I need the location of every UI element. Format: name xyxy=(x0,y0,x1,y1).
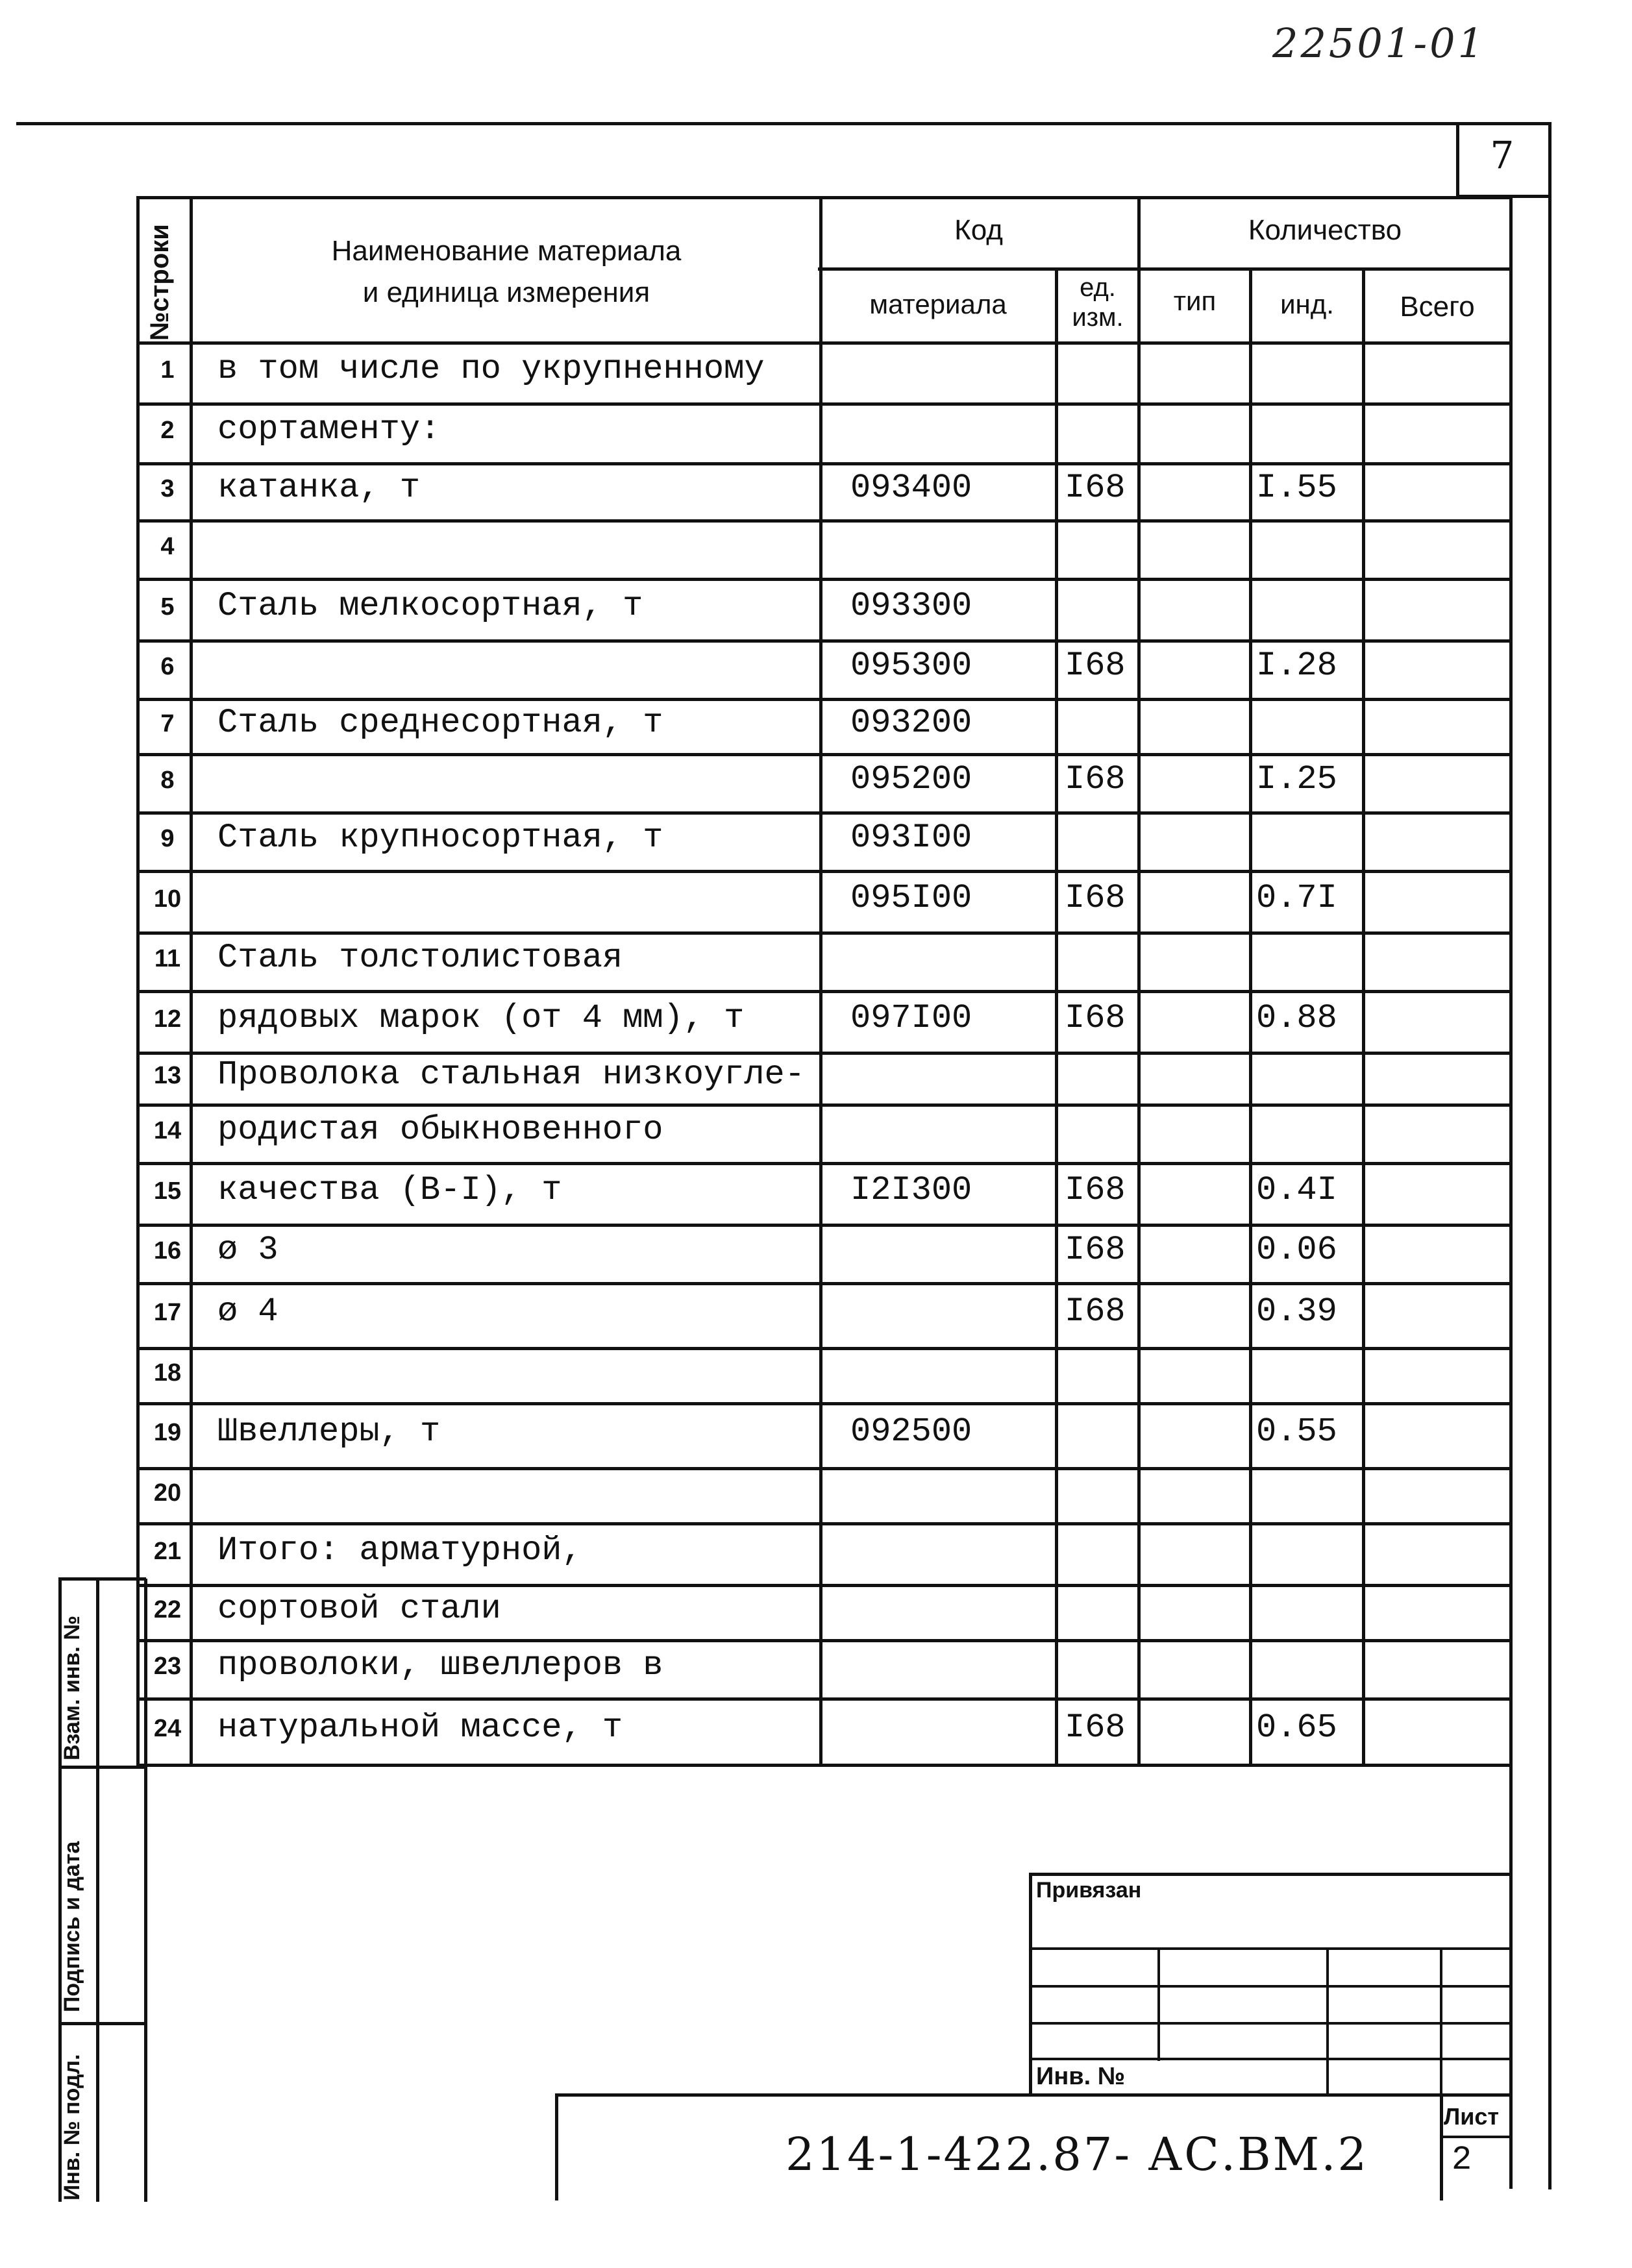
row-material-code: 093400 xyxy=(850,469,972,507)
document-code: 214-1-422.87- АС.ВМ.2 xyxy=(785,2128,1369,2181)
row-separator xyxy=(136,870,1513,873)
row-qty-ind: 0.55 xyxy=(1256,1412,1337,1451)
row-separator xyxy=(136,811,1513,815)
row-separator xyxy=(136,1584,1513,1587)
row-material-name: рядовых марок (от 4 мм), т xyxy=(217,998,745,1037)
row-material-name: ø 4 xyxy=(217,1292,278,1331)
row-number: 14 xyxy=(153,1117,182,1144)
row-unit: I68 xyxy=(1065,1292,1126,1331)
inv-no-label: Инв. № xyxy=(1036,2063,1126,2090)
row-number: 1 xyxy=(160,356,175,384)
row-material-name: Сталь толстолистовая xyxy=(217,939,623,977)
top-frame-line xyxy=(16,122,1552,125)
row-number: 18 xyxy=(153,1359,182,1387)
header-material-name: Наименование материала и единица измерения xyxy=(331,235,682,308)
row-number: 24 xyxy=(153,1715,182,1742)
row-qty-ind: 0.65 xyxy=(1256,1708,1337,1747)
row-separator xyxy=(136,519,1513,523)
row-number: 11 xyxy=(154,945,181,972)
row-material-name: качества (В-I), т xyxy=(217,1170,562,1209)
row-number: 3 xyxy=(160,475,175,502)
row-number: 22 xyxy=(153,1596,182,1623)
row-material-name: катанка, т xyxy=(217,469,421,507)
row-qty-ind: 0.7I xyxy=(1256,878,1337,917)
header-type: тип xyxy=(1173,286,1217,316)
row-material-name: Сталь мелкосортная, т xyxy=(217,586,643,625)
sheet-label: Лист xyxy=(1444,2103,1500,2130)
row-qty-ind: 0.06 xyxy=(1256,1231,1337,1269)
row-number: 15 xyxy=(153,1177,182,1205)
row-separator xyxy=(136,1467,1513,1470)
row-unit: I68 xyxy=(1065,1170,1126,1209)
row-material-name: в том числе по укрупненному xyxy=(217,350,765,388)
row-separator xyxy=(136,1224,1513,1227)
stamp-sign-date: Подпись и дата xyxy=(60,1841,84,2012)
row-unit: I68 xyxy=(1065,878,1126,917)
row-material-code: 095I00 xyxy=(850,878,972,917)
right-frame-line xyxy=(1548,122,1552,2189)
sheet-box-left xyxy=(1440,2093,1443,2200)
sheet-number: 2 xyxy=(1452,2141,1472,2179)
row-separator xyxy=(136,753,1513,756)
row-separator xyxy=(136,1282,1513,1285)
row-separator xyxy=(136,698,1513,701)
stamp-right-line xyxy=(144,1579,147,2202)
row-separator xyxy=(136,1162,1513,1165)
row-unit: I68 xyxy=(1065,647,1126,685)
row-number: 9 xyxy=(160,825,175,852)
top-document-code: 22501-01 xyxy=(1272,19,1487,67)
stamp-top-line xyxy=(58,1577,146,1581)
title-left xyxy=(555,2093,558,2200)
row-material-code: 092500 xyxy=(850,1412,972,1451)
row-number: 16 xyxy=(153,1237,182,1264)
row-material-name: натуральной массе, т xyxy=(217,1708,623,1747)
header-total: Всего xyxy=(1400,291,1475,323)
privyazan-col-3 xyxy=(1440,1947,1442,2097)
privyazan-col-2 xyxy=(1326,1947,1329,2097)
col-ind-right xyxy=(1362,267,1365,1767)
row-separator xyxy=(136,1522,1513,1525)
page-number: 7 xyxy=(1490,133,1515,177)
header-qty: Количество xyxy=(1248,214,1402,246)
row-material-name: ø 3 xyxy=(217,1231,278,1269)
table-right-border xyxy=(1509,196,1513,2189)
header-row-number: №строки xyxy=(145,224,174,341)
header-unit: ед. изм. xyxy=(1072,273,1124,332)
row-material-name: проволоки, швеллеров в xyxy=(217,1646,663,1684)
row-unit: I68 xyxy=(1065,469,1126,507)
row-separator xyxy=(136,1639,1513,1642)
privyazan-top xyxy=(1029,1873,1513,1876)
privyazan-label: Привязан xyxy=(1036,1878,1142,1903)
table-left-border xyxy=(136,196,140,1767)
row-material-name: Проволока стальная низкоугле- xyxy=(217,1055,805,1094)
row-unit: I68 xyxy=(1065,1231,1126,1269)
row-separator xyxy=(136,639,1513,643)
col-type-right xyxy=(1249,267,1252,1767)
row-material-code: I2I300 xyxy=(850,1170,972,1209)
header-mid-line xyxy=(818,267,1513,271)
title-top xyxy=(555,2093,1513,2097)
row-separator xyxy=(136,462,1513,465)
row-unit: I68 xyxy=(1065,998,1126,1037)
stamp-inv-no-podl: Инв. № подл. xyxy=(60,2054,84,2200)
privyazan-col-1 xyxy=(1157,1947,1160,2061)
row-number: 7 xyxy=(160,709,175,737)
row-qty-ind: 0.88 xyxy=(1256,998,1337,1037)
row-qty-ind: 0.39 xyxy=(1256,1292,1337,1331)
row-material-name: Сталь крупносортная, т xyxy=(217,819,663,857)
row-separator xyxy=(136,402,1513,406)
row-material-code: 095200 xyxy=(850,760,972,798)
row-number: 4 xyxy=(160,533,175,560)
sheet-box-mid xyxy=(1440,2136,1513,2138)
row-number: 21 xyxy=(153,1537,182,1565)
row-number: 2 xyxy=(160,417,175,444)
row-separator xyxy=(136,1103,1513,1107)
row-number: 6 xyxy=(160,653,175,680)
header-material-code: материала xyxy=(869,289,1007,319)
row-material-name: Итого: арматурной, xyxy=(217,1531,582,1570)
row-separator xyxy=(136,578,1513,581)
row-qty-ind: I.28 xyxy=(1256,647,1337,685)
row-separator xyxy=(136,931,1513,935)
row-material-name: Сталь среднесортная, т xyxy=(217,703,663,742)
row-material-code: 093I00 xyxy=(850,819,972,857)
table-bottom-border xyxy=(136,1764,1513,1767)
row-number: 12 xyxy=(153,1005,182,1033)
row-unit: I68 xyxy=(1065,760,1126,798)
stamp-sep-2 xyxy=(58,2022,146,2025)
stamp-vzam-inv: Взам. инв. № xyxy=(60,1615,84,1760)
row-number: 17 xyxy=(153,1299,182,1326)
row-material-name: сортовой стали xyxy=(217,1589,501,1628)
stamp-mid-line xyxy=(96,1579,99,2202)
row-material-name: Швеллеры, т xyxy=(217,1412,441,1451)
row-material-name: родистая обыкновенного xyxy=(217,1111,663,1149)
row-number: 13 xyxy=(153,1062,182,1089)
row-qty-ind: I.25 xyxy=(1256,760,1337,798)
row-material-code: 097I00 xyxy=(850,998,972,1037)
row-separator xyxy=(136,1347,1513,1350)
row-number: 8 xyxy=(160,767,175,794)
row-number: 23 xyxy=(153,1653,182,1680)
row-number: 10 xyxy=(153,885,182,913)
header-code: Код xyxy=(954,214,1003,246)
row-number: 5 xyxy=(160,593,175,621)
table-top-border xyxy=(136,196,1513,199)
row-separator xyxy=(136,1402,1513,1405)
row-separator xyxy=(136,990,1513,993)
col-code-right xyxy=(1055,267,1058,1767)
row-material-code: 093300 xyxy=(850,586,972,625)
row-separator xyxy=(136,1697,1513,1701)
col-unit-right xyxy=(1137,196,1141,1767)
header-bottom-line xyxy=(136,341,1513,345)
stamp-sep-1 xyxy=(58,1766,146,1769)
header-ind: инд. xyxy=(1280,289,1334,319)
row-number: 20 xyxy=(153,1479,182,1507)
col-name-right xyxy=(819,196,822,1767)
row-material-code: 095300 xyxy=(850,647,972,685)
row-separator xyxy=(136,1052,1513,1055)
row-material-code: 093200 xyxy=(850,703,972,742)
row-qty-ind: 0.4I xyxy=(1256,1170,1337,1209)
row-qty-ind: I.55 xyxy=(1256,469,1337,507)
row-material-name: сортаменту: xyxy=(217,410,441,449)
row-number: 19 xyxy=(153,1419,182,1446)
row-unit: I68 xyxy=(1065,1708,1126,1747)
